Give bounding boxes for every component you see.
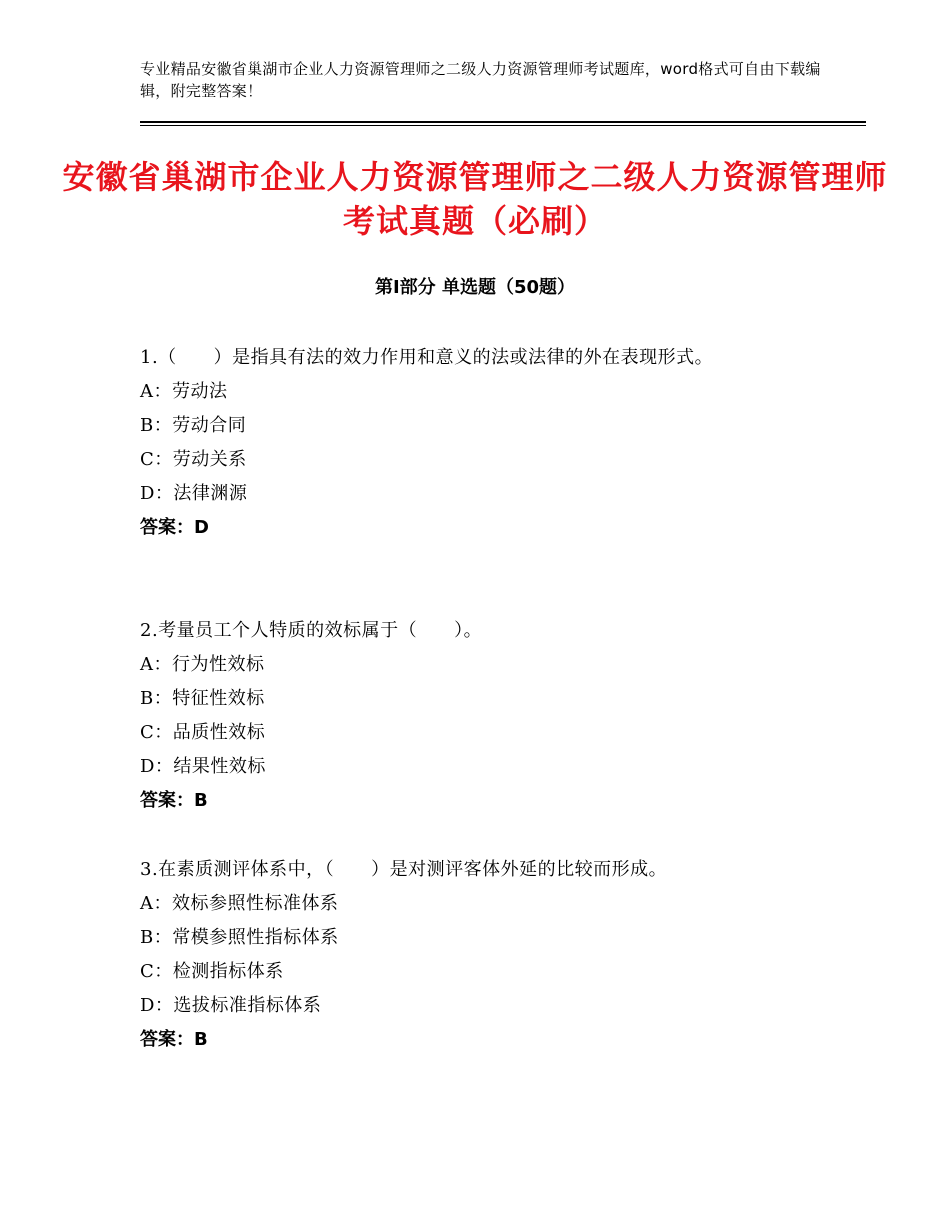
option-b: B：劳动合同 — [140, 415, 247, 436]
answer: 答案：D — [140, 517, 209, 538]
answer: 答案：B — [140, 1029, 208, 1050]
question-1 — [140, 341, 780, 545]
section-title: 第Ⅰ部分 单选题（50题） — [374, 277, 575, 298]
question-3 — [140, 853, 780, 1057]
option-b: B：常模参照性指标体系 — [140, 927, 339, 948]
header-divider-thin — [140, 125, 866, 126]
option-a: A：效标参照性标准体系 — [140, 893, 339, 914]
document-title: 安徽省巢湖市企业人力资源管理师之二级人力资源管理师考试真题（必刷） — [62, 158, 888, 240]
option-a: A：行为性效标 — [140, 654, 265, 675]
question-2 — [140, 614, 780, 818]
question-stem: 2.考量员工个人特质的效标属于（ ）。 — [140, 620, 483, 641]
answer: 答案：B — [140, 790, 208, 811]
option-d: D：结果性效标 — [140, 756, 266, 777]
option-d: D：选拔标准指标体系 — [140, 995, 322, 1016]
question-stem: 1.（ ）是指具有法的效力作用和意义的法或法律的外在表现形式。 — [140, 347, 714, 368]
option-c: C：劳动关系 — [140, 449, 247, 470]
header-note: 专业精品安徽省巢湖市企业人力资源管理师之二级人力资源管理师考试题库，word格式可自由下载编辑，附完整答案！ — [140, 60, 821, 100]
option-a: A：劳动法 — [140, 381, 228, 402]
header-divider-thick — [140, 121, 866, 123]
option-c: C：品质性效标 — [140, 722, 266, 743]
option-c: C：检测指标体系 — [140, 961, 284, 982]
question-stem: 3.在素质测评体系中，（ ）是对测评客体外延的比较而形成。 — [140, 859, 668, 880]
option-d: D：法律渊源 — [140, 483, 248, 504]
option-b: B：特征性效标 — [140, 688, 265, 709]
